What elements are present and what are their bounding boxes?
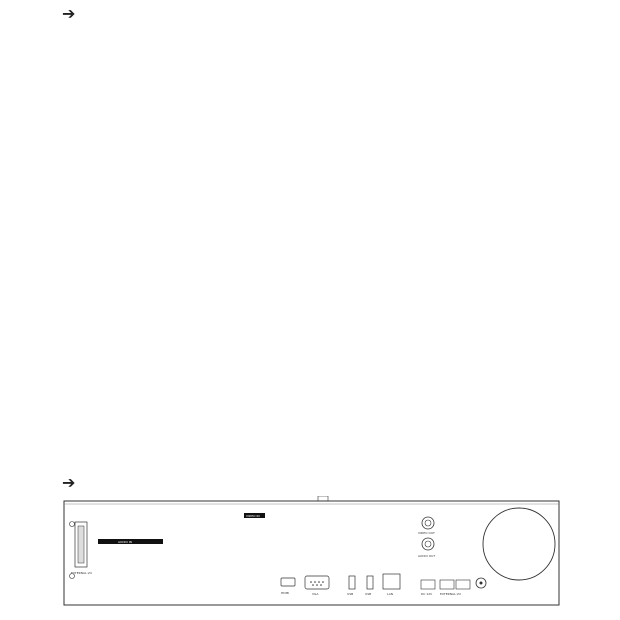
svg-text:LAN: LAN [387, 592, 394, 596]
svg-text:VGA: VGA [312, 592, 319, 596]
svg-text:USB: USB [365, 592, 372, 596]
svg-text:EXTERNAL I/O: EXTERNAL I/O [71, 571, 92, 575]
rear-panel-drawing [63, 496, 560, 607]
arrow-right-icon: ➔ [62, 4, 77, 23]
svg-text:AUDIO OUT: AUDIO OUT [418, 554, 436, 558]
svg-text:EXTERNAL I/O: EXTERNAL I/O [440, 592, 461, 596]
svg-text:VIDEO IN: VIDEO IN [246, 514, 260, 518]
svg-text:USB: USB [347, 592, 354, 596]
arrow-right-icon: ➔ [62, 473, 77, 492]
rear-panel-image [63, 496, 560, 607]
svg-text:VIDEO OUT: VIDEO OUT [418, 531, 435, 535]
back-heading [62, 473, 84, 492]
svg-text:HDMI: HDMI [281, 591, 290, 595]
svg-text:DC 12V: DC 12V [421, 592, 433, 596]
spec-heading [62, 4, 84, 23]
svg-text:AUDIO IN: AUDIO IN [118, 540, 132, 544]
